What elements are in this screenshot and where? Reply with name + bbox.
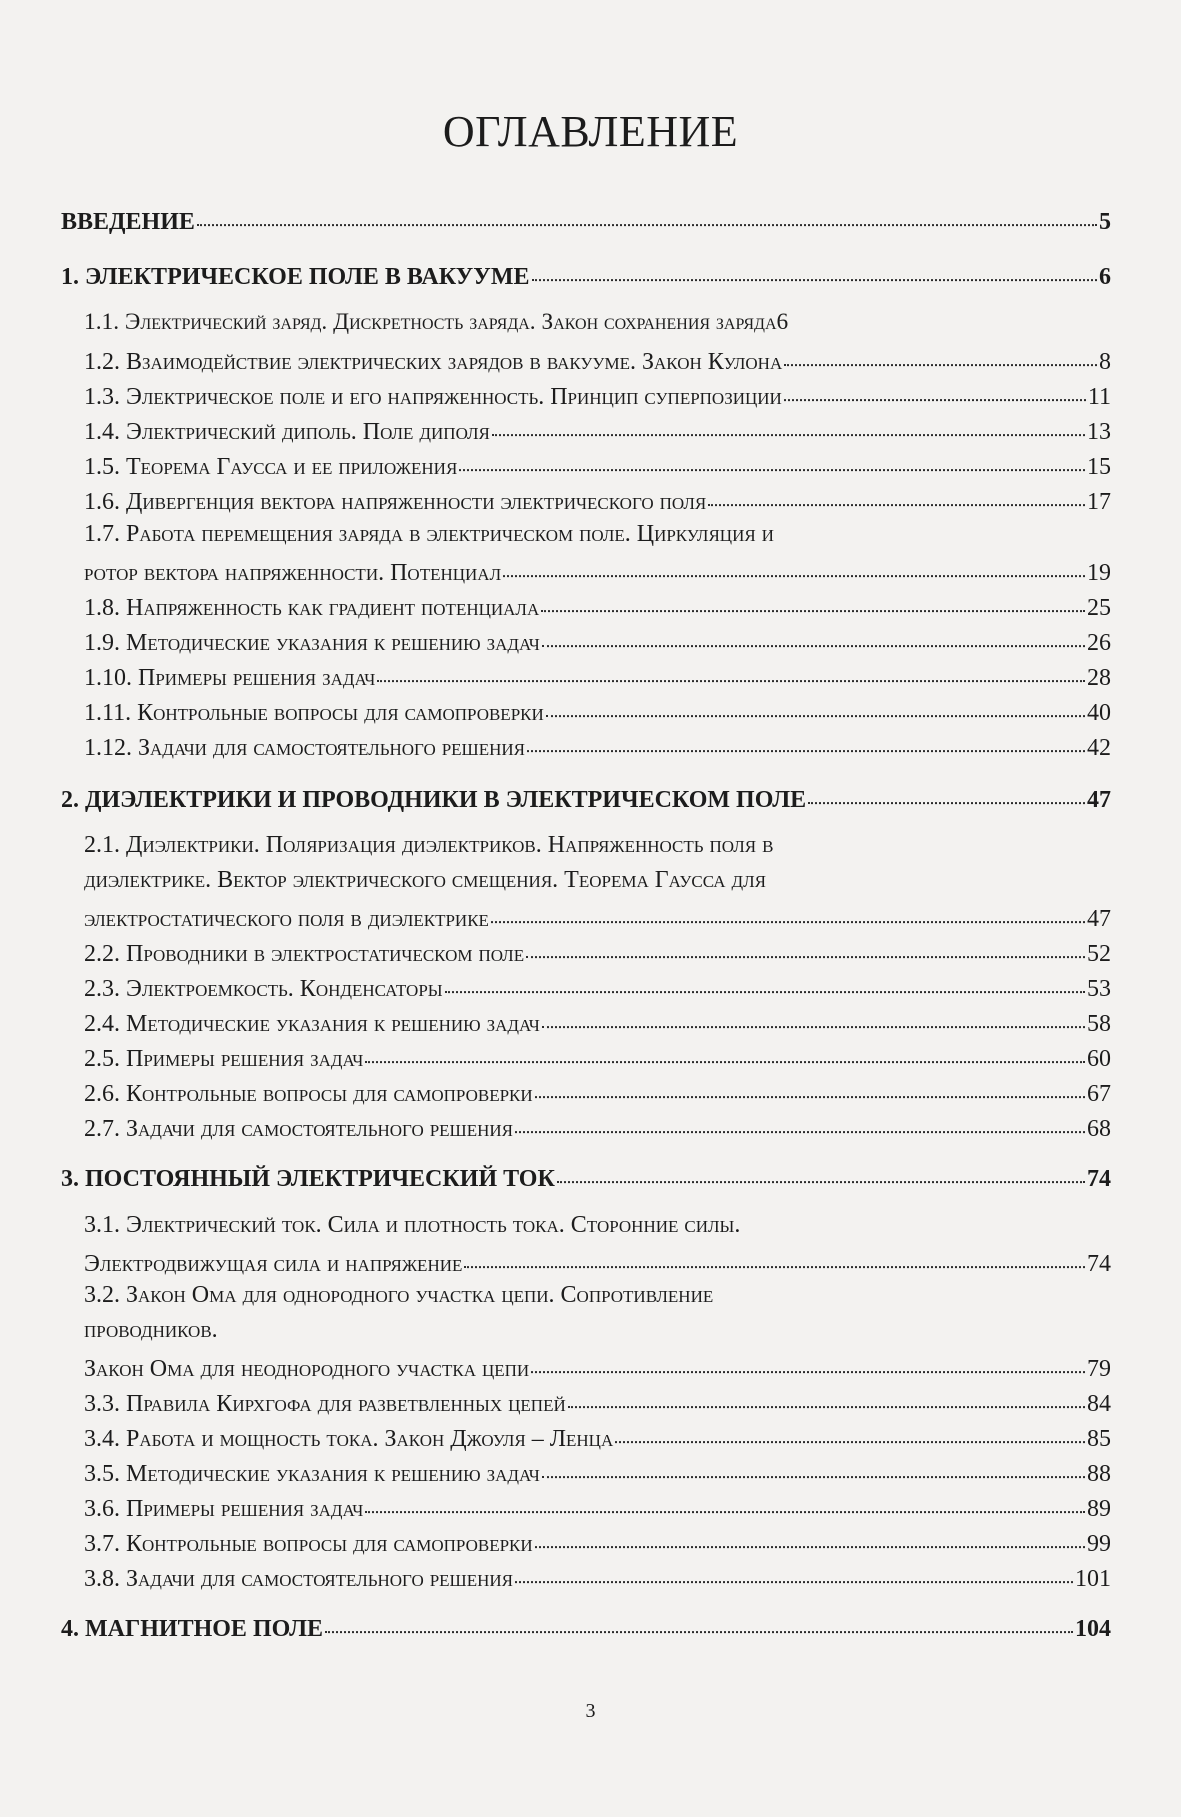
toc-entry-title: 1.5. Теорема Гаусса и ее приложения <box>84 453 458 480</box>
toc-entry-1-11 <box>84 696 1111 727</box>
toc-entry-page: 101 <box>1075 1565 1111 1592</box>
toc-entry-title: 3.6. Примеры решения задач <box>84 1495 364 1522</box>
toc-entry-3-2 <box>84 1352 1111 1383</box>
toc-entry-3-7 <box>84 1527 1111 1558</box>
toc-entry-1-7-title: 1.7. Работа перемещения заряда в электрическом поле. Циркуляция и <box>84 521 774 547</box>
toc-entry-3-2-title: 3.2. Закон Ома для однородного участка цепи. Сопротивление <box>84 1282 714 1308</box>
dot-leader <box>503 553 1085 577</box>
dot-leader <box>568 1384 1085 1408</box>
toc-entry-title: 1.12. Задачи для самостоятельного решения <box>84 734 525 761</box>
toc-entry-title-continued: Электродвижущая сила и напряжение <box>84 1250 463 1277</box>
toc-entry-page: 104 <box>1075 1615 1111 1642</box>
toc-entry-3-4 <box>84 1422 1111 1453</box>
toc-entry-page: 84 <box>1087 1390 1111 1417</box>
toc-entry-page: 6 <box>776 309 789 335</box>
toc-entry-2-3 <box>84 972 1111 1003</box>
toc-entry-page: 19 <box>1087 559 1111 586</box>
toc-entry-page: 74 <box>1087 1165 1111 1192</box>
toc-entry-2-7 <box>84 1112 1111 1143</box>
toc-entry-2-5 <box>84 1042 1111 1073</box>
toc-entry-page: 47 <box>1087 786 1111 813</box>
toc-entry-title: 1.9. Методические указания к решению задач <box>84 629 540 656</box>
dot-leader <box>459 447 1085 471</box>
toc-entry-1-10 <box>84 661 1111 692</box>
dot-leader <box>515 1559 1073 1583</box>
toc-entry-title: 3.5. Методические указания к решению задач <box>84 1460 540 1487</box>
toc-entry-page: 40 <box>1087 699 1111 726</box>
toc-entry-page: 5 <box>1099 208 1111 235</box>
dot-leader <box>526 934 1085 958</box>
page-number: 3 <box>585 1700 596 1722</box>
toc-entry-title: ВВЕДЕНИЕ <box>61 208 195 235</box>
toc-entry-page: 89 <box>1087 1495 1111 1522</box>
dot-leader <box>532 257 1097 281</box>
toc-entry-page: 58 <box>1087 1010 1111 1037</box>
toc-entry-intro <box>61 205 1111 236</box>
toc-entry-2-1 <box>84 902 1111 933</box>
toc-entry-2-6 <box>84 1077 1111 1108</box>
toc-entry-1-2 <box>84 345 1111 376</box>
toc-entry-page: 53 <box>1087 975 1111 1002</box>
dot-leader <box>615 1419 1085 1443</box>
toc-entry-title: 2.5. Примеры решения задач <box>84 1045 364 1072</box>
toc-entry-page: 99 <box>1087 1530 1111 1557</box>
toc-entry-title-continued: электростатического поля в диэлектрике <box>84 905 489 932</box>
toc-entry-3-1 <box>84 1247 1111 1278</box>
toc-entry-title: 3.8. Задачи для самостоятельного решения <box>84 1565 513 1592</box>
toc-entry-title: 1.8. Напряженность как градиент потенциала <box>84 594 540 621</box>
toc-entry-title: 2.4. Методические указания к решению задач <box>84 1010 540 1037</box>
toc-entry-3-3 <box>84 1387 1111 1418</box>
toc-entry-page: 52 <box>1087 940 1111 967</box>
toc-entry-3-6 <box>84 1492 1111 1523</box>
dot-leader <box>197 202 1097 226</box>
dot-leader <box>365 1039 1085 1063</box>
dot-leader <box>527 728 1085 752</box>
toc-entry-page: 60 <box>1087 1045 1111 1072</box>
toc-entry-1-12 <box>84 731 1111 762</box>
toc-entry-page: 42 <box>1087 734 1111 761</box>
toc-entry-title: 3.7. Контрольные вопросы для самопроверки <box>84 1530 533 1557</box>
dot-leader <box>708 482 1085 506</box>
dot-leader <box>535 1074 1085 1098</box>
dot-leader <box>491 899 1085 923</box>
dot-leader <box>325 1609 1073 1633</box>
toc-chapter-2 <box>61 783 1111 814</box>
toc-entry-title: 1. ЭЛЕКТРИЧЕСКОЕ ПОЛЕ В ВАКУУМЕ <box>61 263 530 290</box>
toc-chapter-1 <box>61 260 1111 291</box>
toc-entry-title: 3. ПОСТОЯННЫЙ ЭЛЕКТРИЧЕСКИЙ ТОК <box>61 1165 555 1192</box>
dot-leader <box>542 623 1085 647</box>
toc-entry-title: 1.10. Примеры решения задач <box>84 664 376 691</box>
toc-entry-1-6 <box>84 485 1111 516</box>
toc-entry-title: 3.4. Работа и мощность тока. Закон Джоуля – Ленца <box>84 1425 614 1452</box>
dot-leader <box>557 1159 1085 1183</box>
toc-entry-title: 2. ДИЭЛЕКТРИКИ И ПРОВОДНИКИ В ЭЛЕКТРИЧЕСКОМ ПОЛЕ <box>61 786 807 813</box>
toc-entry-page: 68 <box>1087 1115 1111 1142</box>
toc-entry-3-1-title: 3.1. Электрический ток. Сила и плотность тока. Сторонние силы. <box>84 1212 741 1238</box>
toc-entry-title: 1.4. Электрический диполь. Поле диполя <box>84 418 490 445</box>
toc-entry-title: 2.2. Проводники в электростатическом поле <box>84 940 525 967</box>
toc-entry-title: 2.3. Электроемкость. Конденсаторы <box>84 975 443 1002</box>
dot-leader <box>377 658 1085 682</box>
dot-leader <box>542 1004 1085 1028</box>
toc-entry-page: 15 <box>1087 453 1111 480</box>
toc-entry-page: 13 <box>1087 418 1111 445</box>
toc-entry-title: 2.7. Задачи для самостоятельного решения <box>84 1115 513 1142</box>
dot-leader <box>515 1109 1085 1133</box>
dot-leader <box>541 588 1085 612</box>
toc-entry-1-8 <box>84 591 1111 622</box>
toc-entry-1-9 <box>84 626 1111 657</box>
dot-leader <box>464 1244 1085 1268</box>
toc-entry-page: 17 <box>1087 488 1111 515</box>
toc-entry-3-2-title-continued: проводников. <box>84 1317 218 1343</box>
toc-entry-title-continued: ротор вектора напряженности. Потенциал <box>84 559 502 586</box>
toc-entry-page: 85 <box>1087 1425 1111 1452</box>
toc-entry-2-4 <box>84 1007 1111 1038</box>
dot-leader <box>492 412 1085 436</box>
toc-chapter-4 <box>61 1612 1111 1643</box>
toc-entry-page: 47 <box>1087 905 1111 932</box>
dot-leader <box>784 342 1097 366</box>
toc-entry-page: 11 <box>1087 383 1111 410</box>
toc-entry-title: 2.6. Контрольные вопросы для самопроверки <box>84 1080 533 1107</box>
toc-entry-page: 79 <box>1087 1355 1111 1382</box>
dot-leader <box>445 969 1085 993</box>
page-title: ОГЛАВЛЕНИЕ <box>442 107 739 156</box>
toc-entry-1-3 <box>84 380 1111 411</box>
toc-entry-title: 1.1. Электрический заряд. Дискретность заряда. Закон сохранения заряда <box>84 309 777 335</box>
dot-leader <box>542 1454 1085 1478</box>
toc-entry-title: 1.6. Дивергенция вектора напряженности электрического поля <box>84 488 707 515</box>
toc-entry-page: 28 <box>1087 664 1111 691</box>
dot-leader <box>808 780 1085 804</box>
toc-entry-1-7 <box>84 556 1111 587</box>
toc-chapter-3 <box>61 1162 1111 1193</box>
toc-entry-page: 26 <box>1087 629 1111 656</box>
dot-leader <box>531 1349 1085 1373</box>
toc-entry-title: 1.11. Контрольные вопросы для самопроверки <box>84 699 544 726</box>
toc-entry-title: 1.3. Электрическое поле и его напряженность. Принцип суперпозиции <box>84 383 782 410</box>
toc-entry-3-5 <box>84 1457 1111 1488</box>
toc-entry-title: 4. МАГНИТНОЕ ПОЛЕ <box>61 1615 323 1642</box>
toc-entry-page: 6 <box>1099 263 1111 290</box>
dot-leader <box>365 1489 1085 1513</box>
toc-entry-1-1 <box>84 309 1111 336</box>
toc-entry-page: 8 <box>1099 348 1111 375</box>
dot-leader <box>535 1524 1085 1548</box>
toc-entry-2-2 <box>84 937 1111 968</box>
toc-entry-page: 88 <box>1087 1460 1111 1487</box>
toc-entry-1-4 <box>84 415 1111 446</box>
dot-leader <box>546 693 1085 717</box>
toc-entry-2-1-title-continued: диэлектрике. Вектор электрического смещения. Теорема Гаусса для <box>84 867 766 893</box>
toc-entry-1-5 <box>84 450 1111 481</box>
toc-entry-3-8 <box>84 1562 1111 1593</box>
toc-entry-page: 74 <box>1087 1250 1111 1277</box>
toc-entry-title: 3.3. Правила Кирхгофа для разветвленных цепей <box>84 1390 566 1417</box>
toc-entry-page: 25 <box>1087 594 1111 621</box>
dot-leader <box>784 377 1086 401</box>
toc-entry-2-1-title: 2.1. Диэлектрики. Поляризация диэлектриков. Напряженность поля в <box>84 832 774 858</box>
toc-entry-title-continued: Закон Ома для неоднородного участка цепи <box>84 1355 530 1382</box>
toc-entry-title: 1.2. Взаимодействие электрических зарядов в вакууме. Закон Кулона <box>84 348 783 375</box>
toc-entry-page: 67 <box>1087 1080 1111 1107</box>
